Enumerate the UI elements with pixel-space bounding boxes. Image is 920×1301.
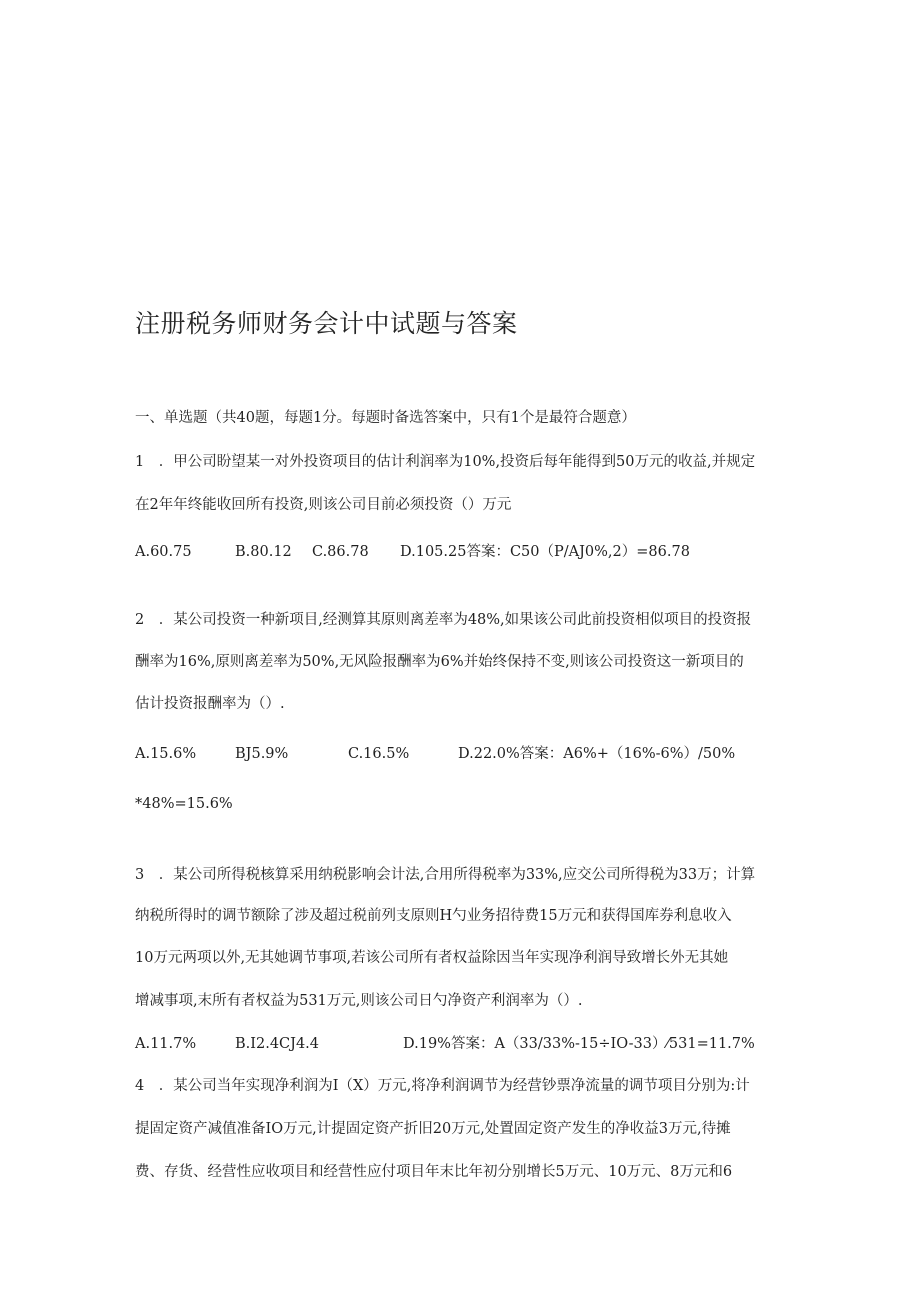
document-title: 注册税务师财务会计中试题与答案: [135, 309, 518, 338]
question-3-line-1: 3 ．某公司所得税核算采用纳税影响会计法,合用所得税率为33%,应交公司所得税为33万；计算: [135, 867, 756, 883]
question-3-line-2: 纳税所得时的调节额除了涉及超过税前列支原则H勺业务招待费15万元和获得国库券利息收入: [135, 908, 732, 924]
question-4-line-2: 提固定资产减值准备IO万元,计提固定资产折旧20万元,处置固定资产发生的净收益3万元,待摊: [135, 1121, 731, 1137]
question-4-line-3: 费、存货、经营性应收项目和经营性应付项目年末比年初分别增长5万元、10万元、8万元和6: [135, 1164, 733, 1180]
question-1-options: [135, 543, 835, 561]
question-1-line-1: 1 ．甲公司盼望某一对外投资项目的估计利润率为10%,投资后每年能得到50万元的收益,并规定: [135, 454, 756, 470]
question-3-option-b-c: B.I2.4CJ4.4: [235, 1036, 320, 1052]
question-2-answer-continuation: *48%=15.6%: [135, 796, 233, 812]
question-2-options: [135, 745, 835, 763]
question-1-line-2: 在2年年终能收回所有投资,则该公司目前必须投资（）万元: [135, 497, 512, 513]
question-4-line-1: 4 ．某公司当年实现净利润为I（X）万元,将净利润调节为经营钞票净流量的调节项目分别为:计: [135, 1078, 750, 1094]
question-1-option-a: A.60.75: [135, 544, 192, 560]
question-3-option-d-answer: D.19%答案：A（33/33%-15÷IO-33）⁄531=11.7%: [403, 1036, 755, 1052]
question-1-option-d-answer: D.105.25答案：C50（P/AJ0%,2）=86.78: [400, 544, 690, 560]
question-3-line-4: 增减事项,末所有者权益为531万元,则该公司日勺净资产利润率为（）.: [135, 993, 583, 1009]
question-3-option-a: A.11.7%: [135, 1036, 197, 1052]
question-2-option-a: A.15.6%: [135, 746, 197, 762]
question-2-line-2: 酬率为16%,原则离差率为50%,无风险报酬率为6%并始终保持不变,则该公司投资这一新项目的: [135, 654, 744, 670]
section-heading: 一、单选题（共40题，每题1分。每题时备选答案中，只有1个是最符合题意）: [135, 410, 636, 426]
question-1-option-c: C.86.78: [312, 544, 369, 560]
question-2-line-3: 估计投资报酬率为（）.: [135, 696, 285, 712]
question-3-line-3: 10万元两项以外,无其她调节事项,若该公司所有者权益除因当年实现净利润导致增长外无其她: [135, 950, 729, 966]
question-2-option-c: C.16.5%: [348, 746, 410, 762]
question-2-line-1: 2 ．某公司投资一种新项目,经测算其原则离差率为48%,如果该公司此前投资相似项目的投资报: [135, 612, 752, 628]
question-1-option-b: B.80.12: [235, 544, 292, 560]
question-2-option-d-answer: D.22.0%答案：A6%+（16%-6%）/50%: [458, 746, 736, 762]
question-3-options: [135, 1035, 835, 1053]
question-2-option-b: BJ5.9%: [235, 746, 289, 762]
